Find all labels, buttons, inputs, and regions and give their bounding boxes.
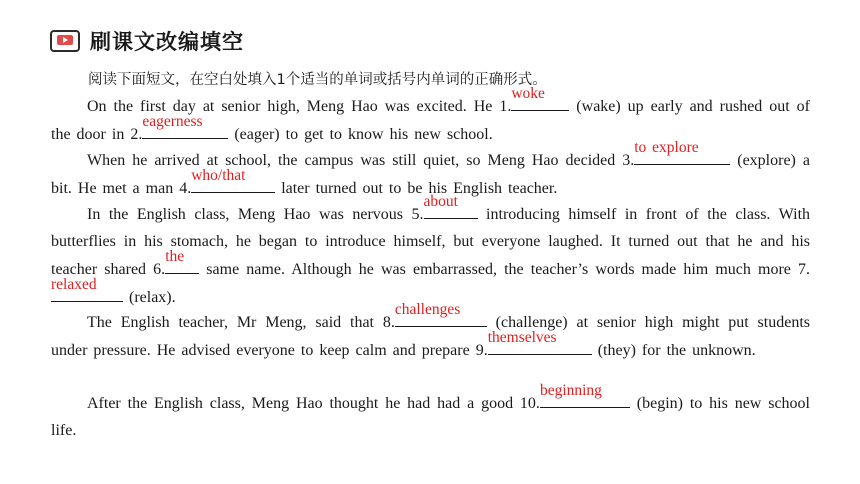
p5-text-2: (begin) to his new school life. [51,395,811,439]
p1-text-2: (wake) up early and rushed out of the door in 2. [51,98,811,143]
p1-text-1: On the first day at senior high, Meng Hao was excited. He 1. [87,98,512,115]
answer-5: about [423,193,458,210]
paragraph-3 [51,193,811,311]
blank-9 [487,329,592,355]
p4-text-1: The English teacher, Mr Meng, said that 8. [87,314,395,331]
blank-5 [423,193,478,219]
paragraph-4 [51,301,811,364]
instruction-text: 阅读下面短文，在空白处填入1个适当的单词或括号内单词的正确形式。 [88,72,547,88]
blank-10 [539,382,630,408]
p2-text-1: When he arrived at school, the campus was still quiet, so Meng Hao decided 3. [87,152,635,169]
blank-3 [634,139,730,165]
p3-text-1: In the English class, Meng Hao was nervous 5. [87,206,424,223]
answer-6: the [165,248,185,265]
p4-text-3: (they) for the unknown. [591,342,756,359]
p1-text-3: (eager) to get to know his new school. [228,126,493,143]
p2-text-2: (explore) a bit. He met a man 4. [51,152,810,197]
p4-text-2: (challenge) at senior high might put students under pressure. He advised everyone to keep calm and prepare 9. [51,314,811,359]
section-title: 刷课文改编填空 [90,30,244,54]
paragraph-5 [51,382,811,444]
answer-7: relaxed [51,276,97,293]
answer-3: to explore [634,139,699,156]
answer-2: eagerness [142,113,203,130]
section-header [50,25,244,57]
answer-10: beginning [539,382,602,399]
blank-6 [165,248,199,274]
blank-1 [511,85,569,111]
blank-4 [191,167,275,193]
p5-text-1: After the English class, Meng Hao thought he had had a good 10. [87,395,540,412]
blank-8 [394,301,487,327]
answer-1: woke [511,85,545,102]
p2-text-3: later turned out to be his English teacher. [275,180,558,197]
p3-text-4: (relax). [123,289,176,306]
video-icon [50,30,80,52]
blank-7 [51,276,123,302]
answer-4: who/that [191,167,246,184]
blank-2 [142,113,228,139]
p3-text-3: same name. Although he was embarrassed, the teacher’s words made him much more 7. [199,261,811,278]
answer-9: themselves [487,329,557,346]
answer-8: challenges [394,301,461,318]
p3-text-2: introducing himself in front of the class. With butterflies in his stomach, he began to introduce himself, but everyone laughed. It turned out that he and his teacher shared 6. [51,206,811,278]
